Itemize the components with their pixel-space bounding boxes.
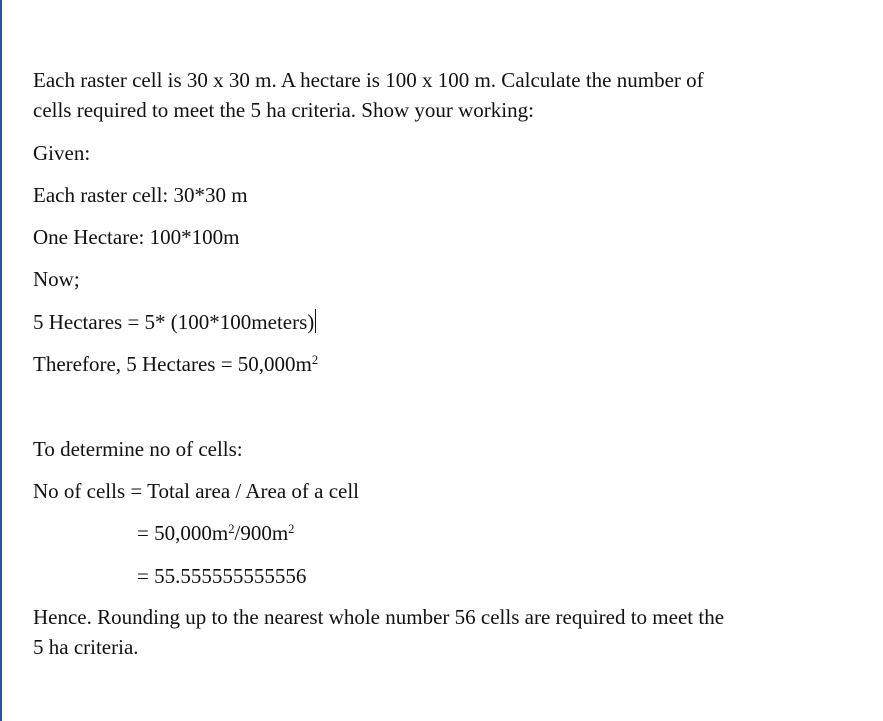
document-body[interactable] (33, 0, 823, 721)
now-line: Now; (33, 267, 80, 291)
text-cursor (315, 309, 316, 333)
therefore-text: Therefore, 5 Hectares = 50,000m (33, 352, 312, 376)
one-hectare-line: One Hectare: 100*100m (33, 225, 240, 249)
formula-line: No of cells = Total area / Area of a cell (33, 479, 360, 503)
given-heading: Given: (33, 141, 91, 165)
division-superscript-1: 2 (228, 522, 235, 537)
therefore-line (33, 349, 318, 379)
five-hectares-text: 5 Hectares = 5* (100*100meters) (33, 310, 315, 334)
conclusion-line-2: 5 ha criteria. (33, 635, 139, 659)
therefore-superscript: 2 (311, 353, 319, 368)
result-line: = 55.555555555556 (137, 564, 307, 588)
question-line-1: Each raster cell is 30 x 30 m. A hectare is 100 x 100 m. Calculate the number of (33, 68, 704, 92)
division-superscript-2: 2 (288, 522, 295, 537)
determine-heading: To determine no of cells: (33, 437, 243, 461)
conclusion-line-1: Hence. Rounding up to the nearest whole number 56 cells are required to meet the (33, 605, 725, 629)
division-prefix: = 50,000m (137, 521, 229, 545)
page-left-border (0, 0, 2, 721)
division-line (137, 518, 294, 548)
raster-cell-line: Each raster cell: 30*30 m (33, 183, 248, 207)
division-middle: /900m (234, 521, 289, 545)
five-hectares-line (33, 307, 316, 337)
question-line-2: cells required to meet the 5 ha criteria. Show your working: (33, 98, 534, 122)
